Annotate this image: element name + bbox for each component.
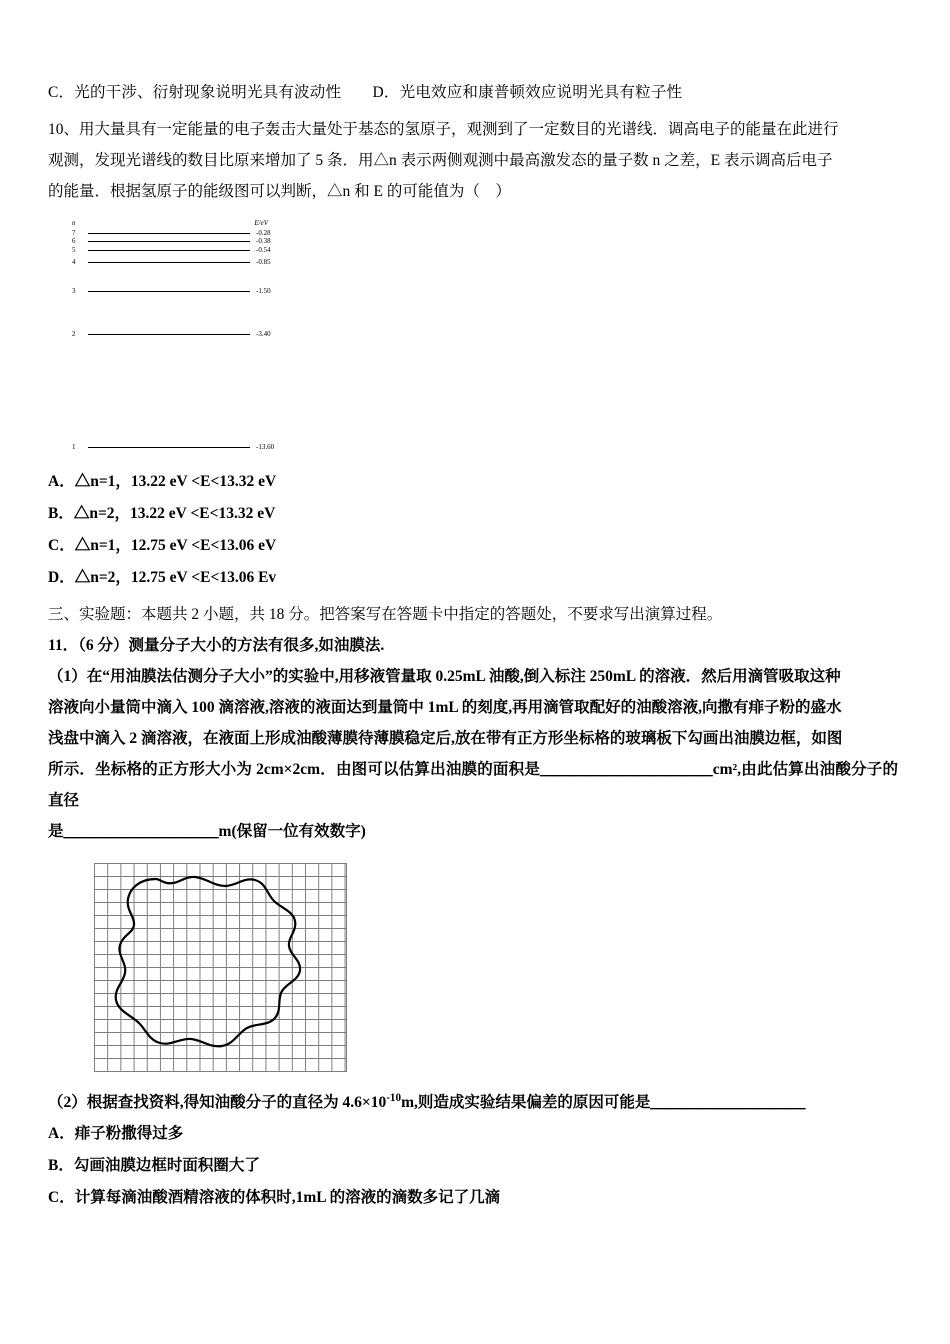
- question-10-option-c: C．△n=1，12.75 eV <E<13.06 eV: [48, 536, 277, 554]
- energy-level-value-4: -0.85: [256, 258, 271, 267]
- question-11-title: 11．（6 分）测量分子大小的方法有很多,如油膜法.: [48, 637, 385, 655]
- question-10-stem-line-2: 观测，发现光谱线的数目比原来增加了 5 条．用△n 表示两侧观测中最高激发态的量子数 n 之差，E 表示调高后电子: [48, 152, 833, 170]
- energy-level-value-7: -0.28: [256, 229, 271, 238]
- section-3-heading: 三、实验题：本题共 2 小题，共 18 分。把答案写在答题卡中指定的答题处，不要求写出演算过程。: [48, 606, 723, 624]
- question-11-option-c: C．计算每滴油酸酒精溶液的体积时,1mL 的溶液的滴数多记了几滴: [48, 1188, 501, 1206]
- question-11-part1-line-2: 溶液向小量筒中滴入 100 滴溶液,溶液的液面达到量筒中 1mL 的刻度,再用滴管取配好的油酸溶液,向撒有痱子粉的盛水: [48, 699, 842, 717]
- q11-part2-text-b: m,则造成实验结果偏差的原因可能是: [401, 1094, 651, 1112]
- energy-level-value-5: -0.54: [256, 246, 271, 255]
- q11-answer-blank-reason: ＿＿＿＿＿＿＿＿＿＿: [650, 1094, 806, 1112]
- energy-level-value-6: -0.38: [256, 237, 271, 246]
- energy-level-value-2: -3.40: [256, 330, 271, 339]
- energy-axis-label-n: n: [72, 219, 76, 228]
- question-11-option-a: A．痱子粉撒得过多: [48, 1125, 184, 1143]
- energy-level-value-3: -1.50: [256, 287, 271, 296]
- question-10-stem-line-3: 的能量．根据氢原子的能级图可以判断，△n 和 E 的可能值为（ ）: [48, 183, 511, 201]
- energy-level-n-4: 4: [72, 258, 76, 267]
- q11-part2-text-a: （2）根据查找资料,得知油酸分子的直径为 4.6×10: [48, 1094, 387, 1112]
- energy-level-line-2: [88, 334, 250, 335]
- question-10-option-b: B．△n=2，13.22 eV <E<13.32 eV: [48, 504, 276, 522]
- q11-answer-blank-diameter: ＿＿＿＿＿＿＿＿＿＿: [63, 823, 219, 841]
- question-11-option-b: B．勾画油膜边框时面积圈大了: [48, 1157, 260, 1175]
- q11-answer-blank-area: ＿＿＿＿＿＿＿＿＿＿＿: [540, 761, 713, 779]
- q11-line4-text-b: cm²,由此估算出油酸分子的直径: [48, 761, 898, 810]
- oil-film-grid-figure: [94, 863, 346, 1071]
- energy-level-value-1: -13.60: [256, 443, 275, 452]
- energy-level-n-2: 2: [72, 330, 76, 339]
- question-11-part1-line-3: 浅盘中滴入 2 滴溶液，在液面上形成油酸薄膜待薄膜稳定后,放在带有正方形坐标格的玻璃板下勾画出油膜边框，如图: [48, 730, 843, 748]
- oil-film-outline: [94, 863, 346, 1071]
- question-10-option-a: A．△n=1，13.22 eV <E<13.32 eV: [48, 473, 277, 491]
- energy-level-diagram: [66, 219, 276, 454]
- energy-level-line-7: [88, 233, 250, 234]
- energy-level-line-1: [88, 447, 250, 448]
- energy-level-line-4: [88, 262, 250, 263]
- question-10-stem-line-1: 10、用大量具有一定能量的电子轰击大量处于基态的氢原子，观测到了一定数目的光谱线．调高电子的能量在此进行: [48, 121, 839, 139]
- q11-line5-text-a: 是: [48, 823, 64, 841]
- energy-level-line-5: [88, 250, 250, 251]
- energy-level-n-6: 6: [72, 237, 76, 246]
- question-10-option-d: D．△n=2，12.75 eV <E<13.06 Ev: [48, 568, 277, 586]
- energy-level-n-5: 5: [72, 246, 76, 255]
- energy-level-line-3: [88, 291, 250, 292]
- energy-level-n-7: 7: [72, 229, 76, 238]
- q11-line4-text-a: 所示．坐标格的正方形大小为 2cm×2cm．由图可以估算出油膜的面积是: [48, 761, 541, 779]
- question-9-options: C．光的干涉、衍射现象说明光具有波动性 D．光电效应和康普顿效应说明光具有粒子性: [48, 84, 683, 101]
- energy-level-n-3: 3: [72, 287, 76, 296]
- question-11-part2: [48, 1087, 898, 1118]
- q11-part2-exponent: -10: [386, 1092, 402, 1105]
- q11-line5-text-b: m(保留一位有效数字): [218, 823, 366, 841]
- energy-level-line-6: [88, 241, 250, 242]
- question-11-part1-line-4: [48, 754, 898, 816]
- question-11-part1-line-1: （1）在“用油膜法估测分子大小”的实验中,用移液管量取 0.25mL 油酸,倒入标注 250mL 的溶液．然后用滴管吸取这种: [48, 668, 841, 686]
- energy-level-n-1: 1: [72, 443, 76, 452]
- energy-axis-label-e: E/eV: [254, 219, 268, 228]
- question-11-part1-line-5: [48, 816, 898, 847]
